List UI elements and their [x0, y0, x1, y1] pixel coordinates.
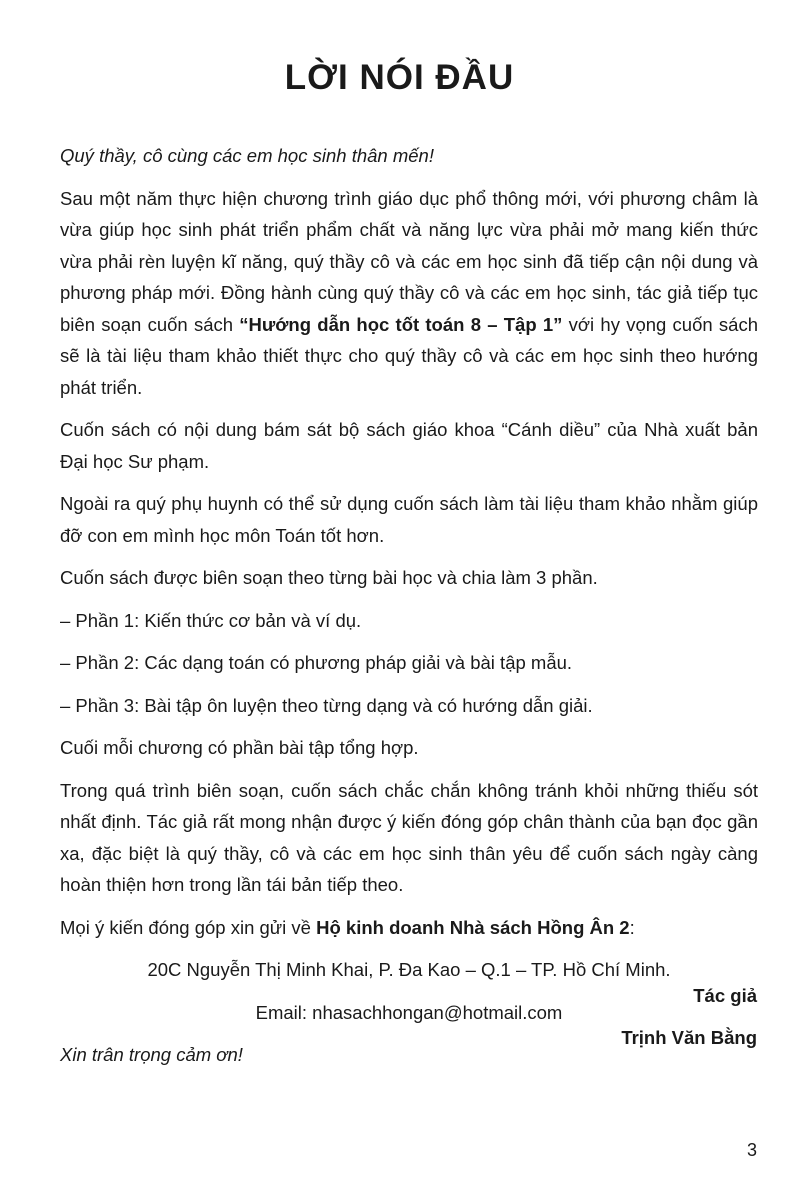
part-item: – Phần 1: Kiến thức cơ bản và ví dụ. [60, 609, 362, 631]
paragraph-1-text-a: Sau một năm thực hiện chương trình giáo dục phổ thông mới, với phương châm là vừa giúp học sinh phát triển phẩm chất và năng lực vừa phải mở mang kiến thức vừa phải rèn luyện kĩ năng, quý thầy cô và các em học sinh đã tiếp cận nội dung và phương pháp mới. Đồng hành cùng quý thầy cô và các em học sinh, tác giả tiếp tục biên soạn cuốn sách [60, 187, 758, 335]
paragraph-2: Cuốn sách có nội dung bám sát bộ sách giáo khoa “Cánh diều” của Nhà xuất bản Đại học Sư phạm. [60, 419, 758, 472]
greeting: Quý thầy, cô cùng các em học sinh thân mến! [60, 145, 434, 166]
paragraph-3: Ngoài ra quý phụ huynh có thể sử dụng cuốn sách làm tài liệu tham khảo nhằm giúp đỡ con em mình học môn Toán tốt hơn. [60, 493, 758, 546]
paragraph-1-text-b: với hy vọng cuốn sách sẽ là tài liệu tham khảo thiết thực cho quý thầy cô và các em học sinh theo hướng phát triển. [60, 313, 758, 398]
paragraph-7 [60, 912, 758, 944]
part-item: – Phần 2: Các dạng toán có phương pháp giải và bài tập mẫu. [60, 652, 573, 673]
address: 20C Nguyễn Thị Minh Khai, P. Đa Kao – Q.1 – TP. Hồ Chí Minh. [147, 959, 671, 980]
book-title: “Hướng dẫn học tốt toán 8 – Tập 1” [239, 313, 563, 335]
signature-name: Trịnh Văn Bằng [621, 1027, 757, 1048]
page-title: LỜI NÓI ĐẦU [284, 58, 515, 97]
contact-suffix: : [629, 916, 635, 938]
part-item: – Phần 3: Bài tập ôn luyện theo từng dạng và có hướng dẫn giải. [60, 694, 593, 716]
paragraph-5: Cuối mỗi chương có phần bài tập tổng hợp. [60, 737, 419, 758]
signature-role: Tác giả [693, 985, 757, 1006]
paragraph-6: Trong quá trình biên soạn, cuốn sách chắc chắn không tránh khỏi những thiếu sót nhất định. Tác giả rất mong nhận được ý kiến đóng góp chân thành của bạn đọc gần xa, đặc biệt là quý thầy, cô và các em học sinh thân yêu để cuốn sách ngày càng hoàn thiện hơn trong lần tái bản tiếp theo. [60, 779, 758, 895]
preface-body [60, 140, 758, 1071]
publisher-name: Hộ kinh doanh Nhà sách Hồng Ân 2 [316, 916, 630, 938]
page-number: 3 [746, 1140, 757, 1160]
contact-prefix: Mọi ý kiến đóng góp xin gửi về [60, 916, 317, 938]
email: Email: nhasachhongan@hotmail.com [255, 1001, 563, 1023]
paragraph-1 [60, 183, 758, 404]
paragraph-4: Cuốn sách được biên soạn theo từng bài học và chia làm 3 phần. [60, 567, 598, 588]
thanks: Xin trân trọng cảm ơn! [60, 1044, 243, 1065]
